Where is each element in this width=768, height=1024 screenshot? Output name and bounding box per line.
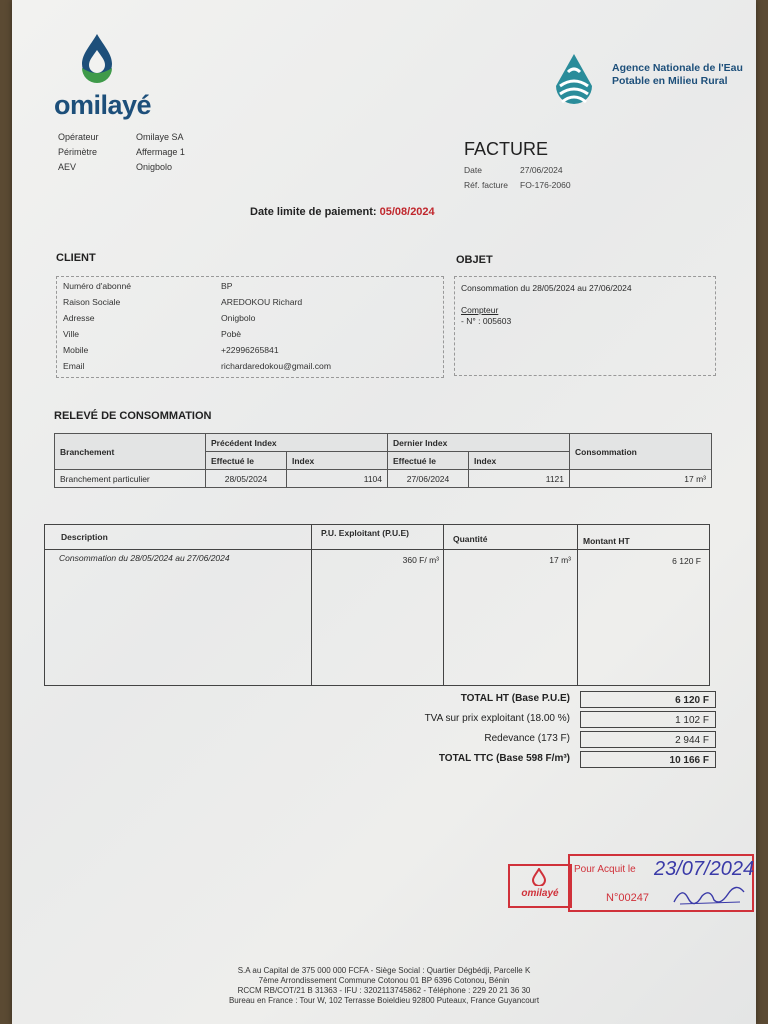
col-precedent: Précédent Index (206, 434, 388, 452)
water-drop-icon (78, 32, 116, 88)
client-label: Ville (63, 329, 80, 339)
invoice-title: FACTURE (464, 139, 549, 159)
deadline-date: 05/08/2024 (379, 206, 435, 218)
meter-label: Compteur (461, 305, 499, 315)
cell-last-index: 1121 (469, 470, 570, 488)
company-stamp (508, 864, 572, 908)
cell-consommation: 17 m³ (570, 470, 712, 488)
perimeter-row (58, 145, 185, 160)
col-prev-index: Index (287, 452, 388, 470)
table-row (55, 470, 712, 488)
agency-name: Agence Nationale de l'Eau Potable en Milieu Rural (612, 62, 743, 87)
operator-info (58, 130, 185, 175)
col-consommation: Consommation (570, 434, 712, 470)
footer (12, 966, 756, 1006)
client-row (57, 345, 443, 361)
total-ht-label: TOTAL HT (Base P.U.E) (460, 693, 570, 704)
client-value: BP (221, 281, 233, 291)
client-label: Email (63, 361, 85, 371)
agency-logo-icon (552, 52, 596, 116)
stamp-text: Pour Acquit le (574, 864, 636, 875)
deadline-label: Date limite de paiement: (250, 206, 377, 218)
client-row (57, 361, 443, 377)
divider (443, 525, 444, 685)
client-value: Onigbolo (221, 313, 256, 323)
signature-icon (670, 882, 748, 908)
divider (577, 525, 578, 685)
invoice-page (12, 0, 756, 1024)
invoice-ref: FO-176-2060 (520, 180, 571, 190)
releve-heading: RELEVÉ DE CONSOMMATION (54, 410, 212, 422)
client-label: Adresse (63, 313, 95, 323)
client-value: AREDOKOU Richard (221, 297, 303, 307)
col-dernier: Dernier Index (388, 434, 570, 452)
perimeter-label: Périmètre (58, 147, 98, 157)
col-prev-date: Effectué le (206, 452, 287, 470)
aev-row (58, 160, 185, 175)
footer-line: RCCM RB/COT/21 B 31363 - IFU : 3202113745862 - Téléphone : 229 20 21 36 30 (237, 986, 531, 995)
client-row (57, 313, 443, 329)
cell-last-date: 27/06/2024 (388, 470, 469, 488)
col-last-index: Index (469, 452, 570, 470)
payment-deadline (250, 206, 435, 218)
client-row (57, 297, 443, 313)
objet-period: Consommation du 28/05/2024 au 27/06/2024 (461, 283, 632, 293)
cell-prev-index: 1104 (287, 470, 388, 488)
tva-label: TVA sur prix exploitant (18.00 %) (424, 713, 570, 724)
total-ht-value: 6 120 F (580, 691, 716, 708)
col-amount: Montant HT (583, 536, 630, 546)
stamp-date: 23/07/2024 (654, 858, 755, 880)
col-last-date: Effectué le (388, 452, 469, 470)
client-label: Raison Sociale (63, 297, 121, 307)
stamp-drop-icon (531, 868, 547, 886)
releve-table (54, 433, 712, 488)
stamp-brand: omilayé (521, 888, 559, 899)
objet-heading: OBJET (456, 254, 493, 266)
footer-line: Bureau en France : Tour W, 102 Terrasse Boieldieu 92800 Puteaux, France Guyancourt (228, 996, 540, 1005)
invoice-date: 27/06/2024 (520, 165, 563, 175)
client-value: +22996265841 (221, 345, 279, 355)
total-ttc-value: 10 166 F (580, 751, 716, 768)
col-qty: Quantité (453, 534, 488, 544)
cell-branchement: Branchement particulier (55, 470, 206, 488)
line-pu: 360 F/ m³ (402, 555, 439, 565)
redevance-label: Redevance (173 F) (484, 733, 570, 744)
col-description: Description (61, 532, 108, 542)
line-qty: 17 m³ (549, 555, 571, 565)
footer-line: S.A au Capital de 375 000 000 FCFA - Siège Social : Quartier Dégbédji, Parcelle K (237, 966, 531, 975)
cell-prev-date: 28/05/2024 (206, 470, 287, 488)
brand-name: omilayé (54, 90, 152, 120)
perimeter-value: Affermage 1 (136, 147, 185, 157)
client-box (56, 276, 444, 378)
total-ttc-label: TOTAL TTC (Base 598 F/m³) (438, 753, 570, 764)
redevance-value: 2 944 F (580, 731, 716, 748)
operator-label: Opérateur (58, 132, 99, 142)
client-row (57, 329, 443, 345)
line-amount: 6 120 F (672, 556, 701, 566)
client-heading: CLIENT (56, 252, 96, 264)
col-pu: P.U. Exploitant (P.U.E) (321, 528, 410, 538)
client-row (57, 281, 443, 297)
divider (311, 525, 312, 685)
tva-value: 1 102 F (580, 711, 716, 728)
client-value: richardaredokou@gmail.com (221, 361, 331, 371)
invoice-ref-label: Réf. facture (464, 180, 508, 190)
operator-value: Omilaye SA (136, 132, 184, 142)
objet-box (454, 276, 716, 376)
aev-label: AEV (58, 162, 77, 172)
aev-value: Onigbolo (136, 162, 173, 172)
invoice-date-label: Date (464, 165, 482, 175)
footer-line: 7ème Arrondissement Commune Cotonou 01 BP 6396 Cotonou, Bénin (258, 976, 510, 985)
line-description: Consommation du 28/05/2024 au 27/06/2024 (59, 553, 230, 563)
operator-row (58, 130, 185, 145)
meter-number: - N° : 005603 (461, 316, 512, 326)
client-label: Numéro d'abonné (63, 281, 132, 291)
lines-table (44, 524, 710, 686)
client-value: Pobè (221, 329, 242, 339)
invoice-meta (464, 163, 571, 193)
payment-stamp (568, 854, 754, 912)
stamp-number: N°00247 (606, 892, 649, 904)
client-label: Mobile (63, 345, 89, 355)
col-branchement: Branchement (55, 434, 206, 470)
